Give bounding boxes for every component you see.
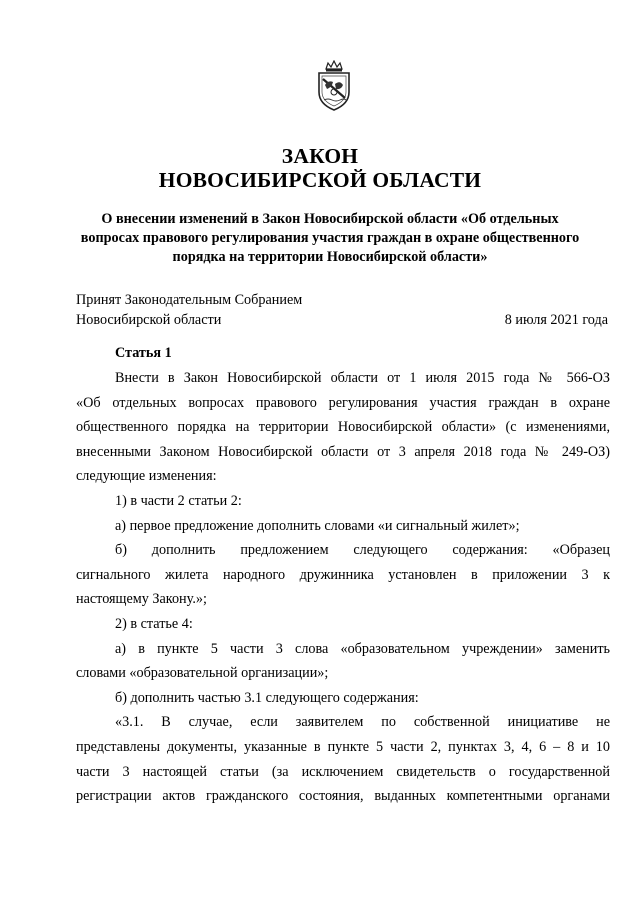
law-subtitle-line-2: вопросах правового регулирования участия граждан в охране общественного — [80, 230, 580, 246]
article-line: следующие изменения: — [76, 468, 217, 485]
article-line: Внести в Закон Новосибирской области от 1 июля 2015 года № 566-ОЗ — [115, 370, 610, 386]
article-line: 2) в статье 4: — [115, 615, 193, 632]
adoption-line-1: Принят Законодательным Собранием — [76, 292, 303, 308]
article-line: общественного порядка на территории Новосибирской области» (с изменениями, — [76, 419, 610, 436]
article-line: а) первое предложение дополнить словами «и сигнальный жилет»; — [115, 517, 520, 534]
article-heading: Статья 1 — [115, 345, 172, 361]
article-line: а) в пункте 5 части 3 слова «образовательном учреждении» заменить — [115, 640, 610, 657]
article-line: б) дополнить частью 3.1 следующего содержания: — [115, 689, 419, 706]
article-line: регистрации актов гражданского состояния, выданных компетентными органами — [76, 788, 610, 805]
law-subtitle-line-1: О внесении изменений в Закон Новосибирской области «Об отдельных — [101, 211, 559, 227]
adoption-date: 8 июля 2021 года — [504, 312, 608, 328]
coat-of-arms-icon — [313, 60, 355, 112]
article-line: «Об отдельных вопросах правового регулирования участия граждан в охране — [76, 394, 610, 411]
article-line: сигнального жилета народного дружинника установлен в приложении 3 к — [76, 566, 610, 583]
article-line: представлены документы, указанные в пункте 5 части 2, пунктах 3, 4, 6 – 8 и 10 — [76, 738, 610, 755]
article-line: «3.1. В случае, если заявителем по собственной инициативе не — [115, 714, 610, 731]
law-region: НОВОСИБИРСКОЙ ОБЛАСТИ — [158, 168, 482, 192]
article-line: внесенными Законом Новосибирской области от 3 апреля 2018 года № 249-ОЗ) — [76, 443, 610, 460]
law-title: ЗАКОН — [281, 144, 359, 168]
article-line: части 3 настоящей статьи (за исключением свидетельств о государственной — [76, 763, 610, 780]
article-body — [76, 366, 610, 809]
adoption-body — [76, 290, 302, 330]
law-subtitle-line-3: порядка на территории Новосибирской области» — [172, 249, 488, 265]
article-line: б) дополнить предложением следующего содержания: «Образец — [115, 542, 610, 559]
article-line: 1) в части 2 статьи 2: — [115, 492, 242, 509]
adoption-line-2: Новосибирской области — [76, 312, 222, 328]
article-line: словами «образовательной организации»; — [76, 665, 329, 682]
article-line: настоящему Закону.»; — [76, 591, 207, 608]
